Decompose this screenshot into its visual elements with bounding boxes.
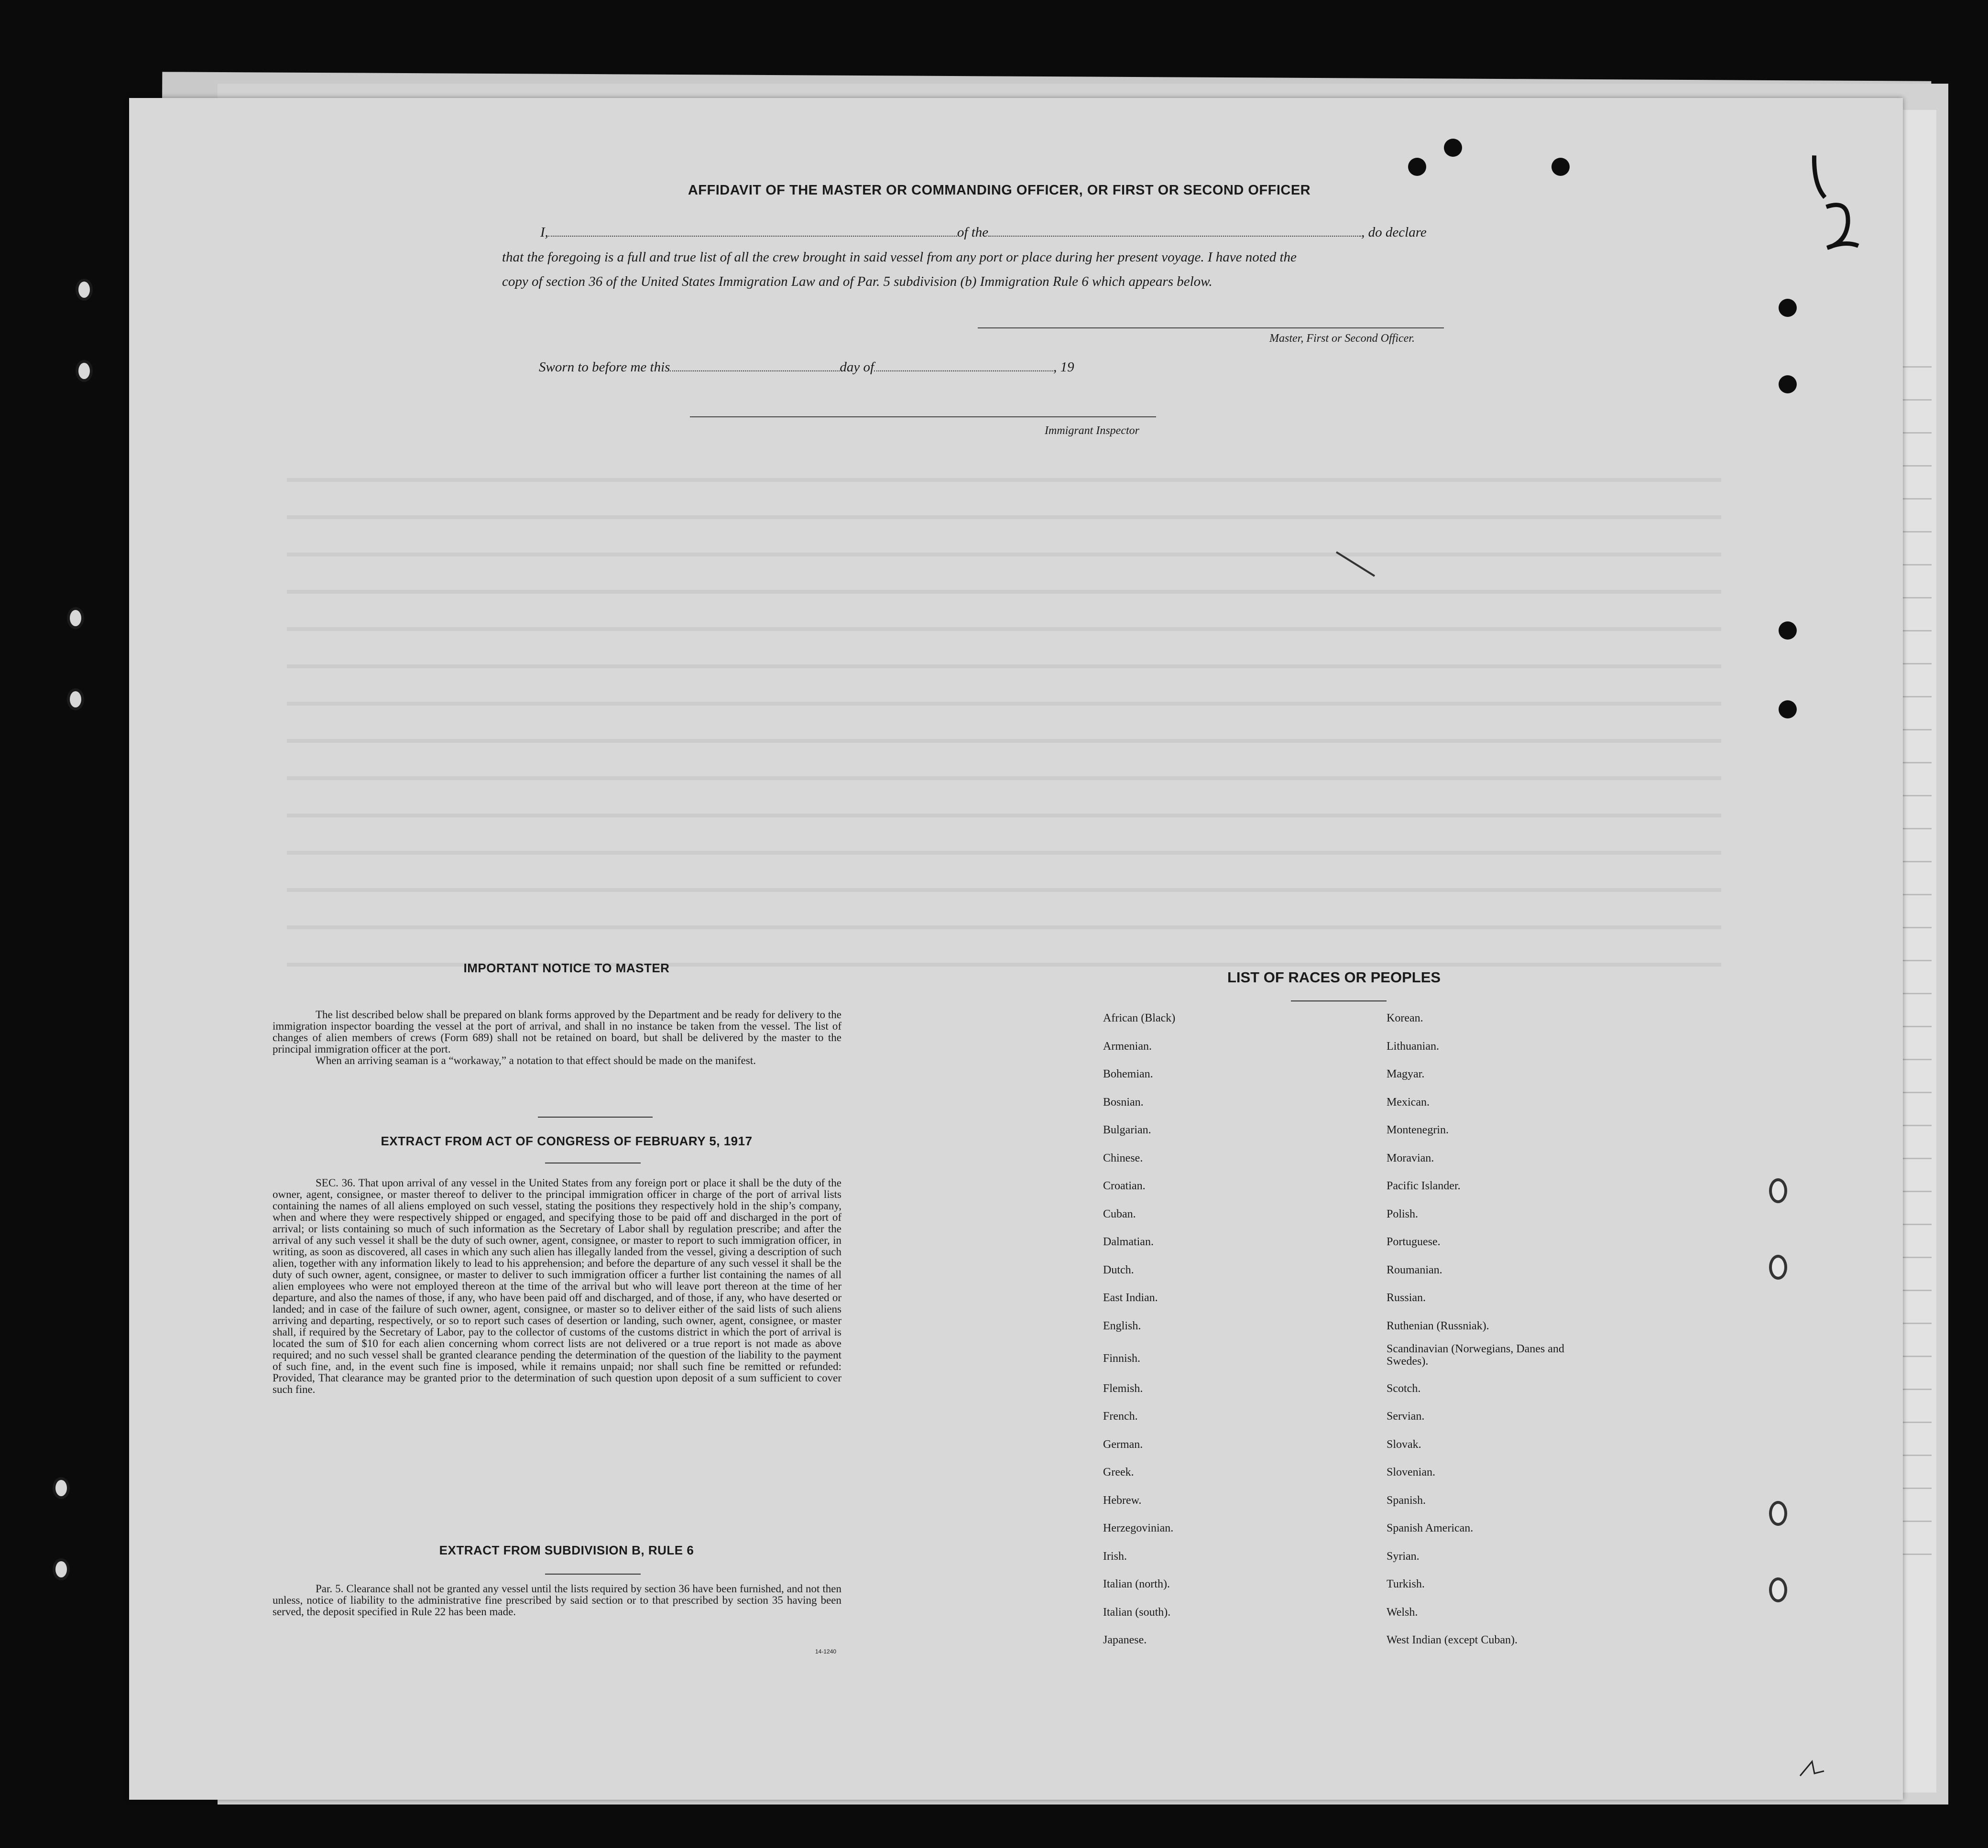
race-item: Pacific Islander. [1387, 1180, 1461, 1192]
race-item: Moravian. [1387, 1152, 1434, 1164]
sworn-day-of: day of [840, 359, 874, 375]
binder-hole [1551, 158, 1570, 176]
binder-ring [1769, 1255, 1787, 1280]
affidavit-of-the-label: of the [957, 225, 989, 240]
binder-ring [1769, 1577, 1787, 1602]
race-item: Dalmatian. [1103, 1236, 1154, 1248]
affidavit-do-declare-label: do declare [1368, 225, 1427, 240]
binder-hole [1779, 621, 1797, 640]
sworn-line [539, 359, 1074, 375]
pencil-mark [1798, 1759, 1826, 1781]
inspector-signature-line [690, 416, 1156, 417]
binder-ring [67, 688, 84, 710]
extract-rule-title: EXTRACT FROM SUBDIVISION B, RULE 6 [439, 1543, 694, 1557]
race-item: Roumanian. [1387, 1263, 1442, 1276]
race-item: German. [1103, 1438, 1143, 1451]
master-signature-line [978, 327, 1444, 328]
race-item: Japanese. [1103, 1634, 1147, 1646]
race-item: Ruthenian (Russniak). [1387, 1319, 1489, 1332]
extract-act-title: EXTRACT FROM ACT OF CONGRESS OF FEBRUARY 5, 1917 [381, 1134, 753, 1148]
race-item: Syrian. [1387, 1550, 1420, 1563]
race-item: Slovenian. [1387, 1466, 1435, 1478]
race-item: Flemish. [1103, 1382, 1143, 1395]
race-item: Servian. [1387, 1410, 1425, 1423]
extract-act-body [273, 1177, 841, 1395]
notice-paragraph-2: When an arriving seaman is a “workaway,” a notation to that effect should be made on the manifest. [316, 1054, 756, 1066]
affidavit-text-line-2: that the foregoing is a full and true list of all the crew brought in said vessel from any port or place during her present voyage. I have noted the [502, 250, 1297, 265]
binder-ring [1769, 1178, 1787, 1203]
sworn-day-blank [670, 360, 840, 371]
name-blank [548, 225, 957, 237]
affidavit-i-label: I, [540, 225, 548, 240]
race-item: Montenegrin. [1387, 1124, 1449, 1136]
sworn-month-blank [874, 360, 1053, 371]
binder-hole [1779, 375, 1797, 393]
divider [545, 1574, 641, 1575]
divider [538, 1117, 653, 1118]
race-item: Slovak. [1387, 1438, 1421, 1451]
binder-hole [1444, 139, 1462, 157]
section-36-text: SEC. 36. That upon arrival of any vessel in the United States from any foreign port or place it shall be the duty of the owner, agent, consignee, or master thereof to deliver to the principal immigration officer in charge of the port of arrival lists containing the names of all aliens employed on such vessel, stating the positions they respectively hold in the ship’s company, when and where they were respectively shipped or engaged, and specifying those to be paid off and discharged in the port of arrival; or lists containing so much of such information as the Secretary of Labor shall by regulation prescribe; and after the arrival of any such vessel it shall be the duty of such owner, agent, consignee, or master to report to such immigration officer, in writing, as soon as discovered, all cases in which any such alien has illegally landed from the vessel, giving a description of such alien, together with any information likely to lead to his apprehension; and before the departure of any such vessel it shall be the duty of such owner, agent, consignee, or master to deliver to such immigration officer a further list containing the names of all alien employees who were not employed thereon at the time of the arrival but who will leave port thereon at the time of her departure, and also the names of those, if any, who have been paid off and discharged, and of those, if any, who have deserted or landed; and in case of the failure of such owner, agent, consignee, or master so to deliver either of the said lists of such aliens arriving and departing, respectively, or so to report such cases of desertion or landing, such owner, agent, consignee, or master shall, if required by the Secretary of Labor, pay to the collector of customs of the customs district in which the port of arrival is located the sum of $10 for each alien concerning whom correct lists are not delivered or a true report is not made as above required; and no such vessel shall be granted clearance pending the determination of the question of the liability to the payment of such fine, and, in the event such fine is imposed, while it remains unpaid; nor shall such fine be remitted or refunded: Provided, That clearance may be granted prior to the determination of such question upon deposit of a sum sufficient to cover such fine. [273, 1177, 841, 1395]
notice-body [273, 1009, 841, 1066]
pencil-stroke [1334, 550, 1377, 581]
race-item: Chinese. [1103, 1152, 1143, 1164]
race-item: Italian (north). [1103, 1578, 1170, 1590]
race-item: East Indian. [1103, 1292, 1158, 1304]
par-5-text: Par. 5. Clearance shall not be granted any vessel until the lists required by section 36 have been furnished, and not then unless, notice of liability to the administrative fine prescribed by said section or to that prescribed by section 35 having been served, the deposit specified in Rule 22 has been made. [273, 1583, 841, 1618]
race-item: English. [1103, 1319, 1141, 1332]
vessel-blank [988, 225, 1361, 237]
race-item: Bohemian. [1103, 1068, 1153, 1080]
races-right-column [1387, 1012, 1654, 1657]
race-item: Finnish. [1103, 1352, 1141, 1365]
binder-ring [1769, 1501, 1787, 1526]
race-item: Polish. [1387, 1207, 1419, 1220]
race-item: Croatian. [1103, 1180, 1146, 1192]
binder-hole [1408, 158, 1426, 176]
race-item: Armenian. [1103, 1040, 1152, 1053]
race-item: French. [1103, 1410, 1138, 1423]
extract-rule-body [273, 1583, 841, 1618]
inspector-signature-label: Immigrant Inspector [1045, 424, 1139, 437]
race-item: African (Black) [1103, 1012, 1176, 1024]
race-item: Italian (south). [1103, 1606, 1171, 1619]
binder-ring [53, 1558, 70, 1580]
affidavit-title: AFFIDAVIT OF THE MASTER OR COMMANDING OFFICER, OR FIRST OR SECOND OFFICER [688, 183, 1311, 198]
notice-title: IMPORTANT NOTICE TO MASTER [463, 961, 670, 975]
binder-ring [76, 360, 93, 382]
races-title: LIST OF RACES OR PEOPLES [1227, 969, 1441, 986]
race-item: Spanish American. [1387, 1522, 1474, 1534]
race-item: Mexican. [1387, 1096, 1430, 1109]
affidavit-declaration-line: I, of the , do declare [540, 225, 1427, 240]
form-number: 14-1240 [815, 1648, 837, 1655]
race-item: Lithuanian. [1387, 1040, 1439, 1053]
binder-hole [1779, 700, 1797, 718]
affidavit-text-line-3: copy of section 36 of the United States Immigration Law and of Par. 5 subdivision (b) Immigration Rule 6 which appears below. [502, 274, 1212, 289]
binder-hole [1779, 299, 1797, 317]
race-item: Dutch. [1103, 1263, 1134, 1276]
races-left-column [1103, 1012, 1371, 1657]
race-item: Scotch. [1387, 1382, 1421, 1395]
divider [1291, 1000, 1387, 1001]
race-item: Bosnian. [1103, 1096, 1144, 1109]
race-item: Greek. [1103, 1466, 1134, 1478]
race-item: Herzegovinian. [1103, 1522, 1174, 1534]
binder-ring [67, 607, 84, 629]
race-item: Spanish. [1387, 1494, 1426, 1507]
binder-ring [76, 279, 93, 301]
notice-paragraph-1: The list described below shall be prepared on blank forms approved by the Department and be ready for delivery to the immigration inspector boarding the vessel at the port of arrival, and shall in no instance be taken from the vessel. The list of changes of alien members of crews (Form 689) shall not be retained on board, but shall be delivered by the master to the principal immigration officer at the port. [273, 1009, 841, 1055]
race-item: Korean. [1387, 1012, 1423, 1024]
master-signature-label: Master, First or Second Officer. [1269, 332, 1415, 345]
race-item: Scandinavian (Norwegians, Danes and Swedes). [1387, 1343, 1564, 1368]
race-item: Russian. [1387, 1292, 1426, 1304]
race-item: Welsh. [1387, 1606, 1418, 1619]
race-item: Hebrew. [1103, 1494, 1142, 1507]
sworn-year: , 19 [1053, 359, 1074, 375]
sworn-prefix: Sworn to before me this [539, 359, 670, 375]
race-item: West Indian (except Cuban). [1387, 1634, 1518, 1646]
bleed-through [287, 445, 1721, 970]
race-item: Irish. [1103, 1550, 1127, 1563]
race-item: Magyar. [1387, 1068, 1425, 1080]
race-item: Portuguese. [1387, 1236, 1441, 1248]
race-item: Cuban. [1103, 1207, 1136, 1220]
binder-ring [53, 1477, 70, 1499]
race-item: Turkish. [1387, 1578, 1425, 1590]
race-item: Bulgarian. [1103, 1124, 1151, 1136]
